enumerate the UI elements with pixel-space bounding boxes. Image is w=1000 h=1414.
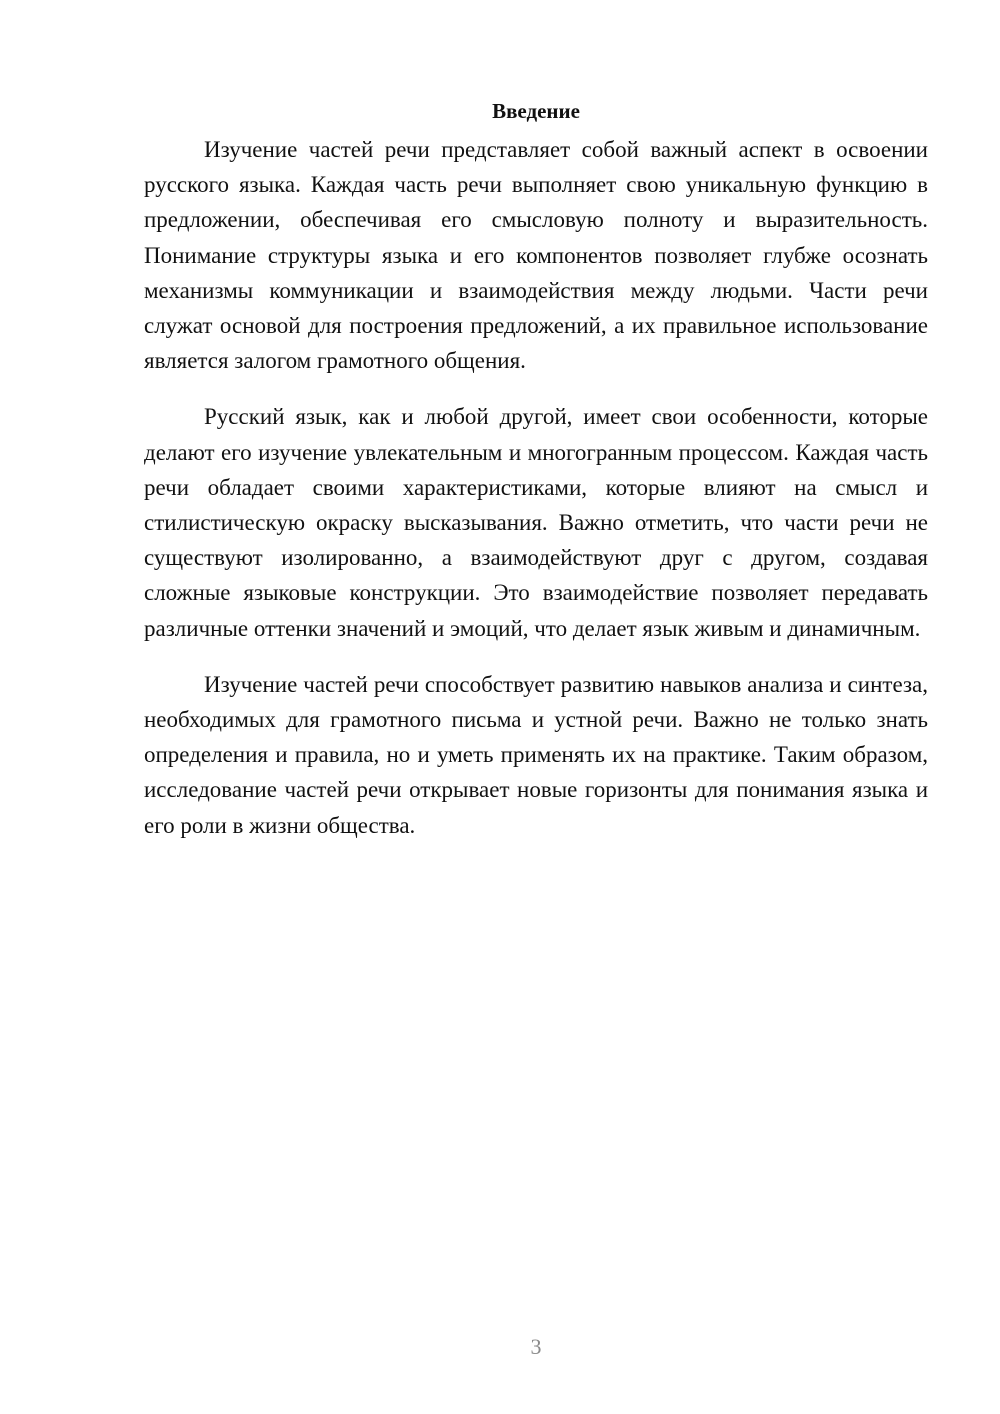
page-number: 3 [530,1334,542,1359]
page-content [144,96,928,864]
paragraph-2: Русский язык, как и любой другой, имеет свои особенности, которые делают его изучение увлекательным и многогранным процессом. Каждая часть речи обладает своими характеристиками, которые влияют на смысл и стилистическую окраску высказывания. Важно отметить, что части речи не существуют изолированно, а взаимодействуют друг с другом, создавая сложные языковые конструкции. Это взаимодействие позволяет передавать различные оттенки значений и эмоций, что делает язык живым и динамичным. [144,404,928,641]
section-heading: Введение [492,99,580,123]
paragraph-3: Изучение частей речи способствует развитию навыков анализа и синтеза, необходимых для грамотного письма и устной речи. Важно не только знать определения и правила, но и уметь применять их на практике. Таким образом, исследование частей речи открывает новые горизонты для понимания языка и его роли в жизни общества. [144,671,928,838]
paragraph-1: Изучение частей речи представляет собой важный аспект в освоении русского языка. Каждая часть речи выполняет свою уникальную функцию в предложении, обеспечивая его смысловую полноту и выразительность. Понимание структуры языка и его компонентов позволяет глубже осознать механизмы коммуникации и взаимодействия между людьми. Части речи служат основой для построения предложений, а их правильное использование является залогом грамотного общения. [144,137,928,374]
